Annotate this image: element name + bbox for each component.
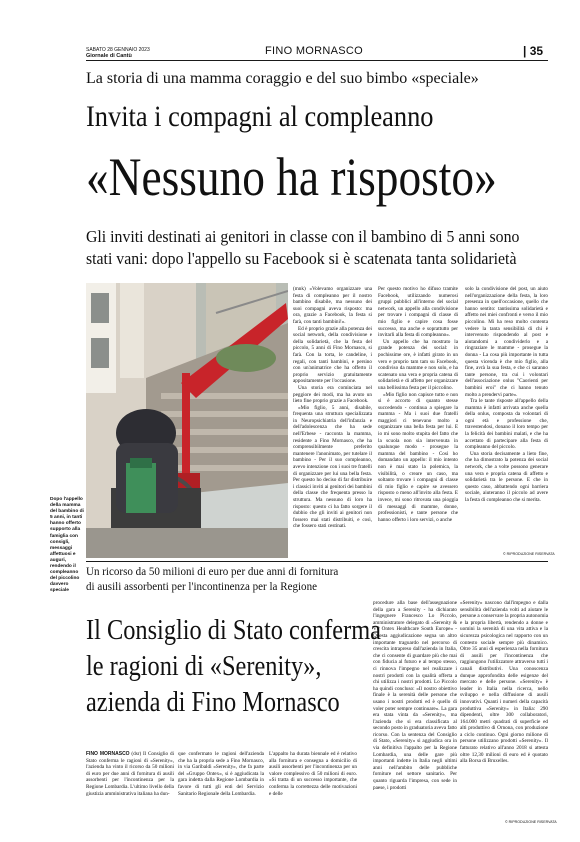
newspaper-name: Giornale di Cantù — [86, 53, 132, 59]
paragraph: (mnk) «Volevamo organizzare una festa di compleanno per il nostro bambino disabile, ma nessuno dei suoi compagni aveva risposto: ma ora, grazie a Facebook, la festa si farà, con tanti bambini!». — [293, 286, 372, 325]
paragraph: «Mio figlio non capisce tutto e non si è accorto di quanto stesse succedendo - continua a spiegare la mamma - Ma i suoi due fratelli maggiori ci tenevano molto a organizzare una bella festa per lui. E io mi sono molto stupita del fatto che la scuola non sia intervenuta in qualunque modo - prosegue la mamma del bambino - Così ho domandato un appello: il mio intento non è mai stato la polemica, la visibilità, o creare un caso, ma soltanto trovare i compagni di classe di mio figlio e capire se avessero risposto o meno all'invito alla festa. E invece, mi sono ritrovata una pioggia di messaggi di mamme, donne, professionisti, e tante persone che hanno offerto i loro servizi, o anche — [378, 391, 458, 523]
photo-illustration — [86, 283, 288, 558]
article2-column-4 — [373, 600, 457, 810]
title-line3: azienda di Fino Mornasco — [86, 686, 340, 718]
paragraph: procedure alla base dell'assegnazione della gara a Serenity - ha dichiarato l'ingegnere Francesco Lo Piccolo, amministratore delegato di «Serenity & VP Ontex Healthcare South Europe» - Questa aggiudicazione segna un altro importante traguardo nel percorso di crescita intrapreso dall'azienda in Italia, che ci consente di guardare più che mai con fiducia al futuro e al tempo stesso, ci rinnova l'impegno nel realizzare i nostri prodotti con la qualità offerta a chi utilizza i nostri prodotti. Lo Piccolo ha quindi concluso: «Il nostro obiettivo finale è la serenità delle persone che usano i nostri prodotti ed è quello di voler poter sempre continuare». La gara era stata vinta da «Serenity», ma l'azienda che si era classificata al secondo posto in graduatoria aveva fatto ricorso. Con la sentenza del Consiglio di Stato, «Serenity» si aggiudica ora in via definitiva l'appalto per la Regione Lombardia, una delle gare più importanti indette in Italia negli ultimi anni nell'ambito delle pubbliche forniture nel settore sanitario. Per quanto riguarda l'impresa, con sede in paese, i prodotti — [373, 600, 457, 791]
article1-column-2 — [378, 286, 458, 558]
paragraph: «Mio figlio, 5 anni, disabile, frequenta una struttura specializzata in Neuropsichiatria dell'infanzia e dell'adolescenza che ha sede nell'Erbese - racconta la mamma, residente a Fino Mornasco, che ha comprensibilmente preferito mantenere l'anonimato, per tutelare il bambino - Per il suo compleanno, avevo intenzione con i suoi tre fratelli di organizzare per lui una bella festa. Per questo ho deciso di far distribuire i classici inviti ai genitori dei bambini della classe che frequenta presso la struttura. Ma nessuno di loro ha risposto: questo ci ha fatto sorgere il dubbio che gli inviti ai genitori non fossero mai stati distribuiti, e così, che fossero stati cestinati. — [293, 404, 372, 530]
paragraph: (dsr) Il Consiglio di Stato conferma le ragioni di «Serenity», l'azienda ha vinto il ricorso da 50 milioni di euro per due anni di fornitura di ausili assorbenti per l'incontinenza per la Regione Lombardia. L'ultimo livello della giustizia amministrativa italiana ha dun- — [86, 751, 174, 797]
article1-title-line1: Invita i compagni al compleanno — [86, 100, 434, 133]
paragraph: Una storia decisamente a lieto fine, che ha dimostrato la potenza dei social network, che a volte possono generare una vera e propria catena di affetto e solidarietà tra le persone. E che in questo caso, abbattendo ogni barriera sociale, aiuteranno il piccolo ad avere la festa di compleanno che si merita. — [465, 450, 548, 503]
article1-title-line2: «Nessuno ha risposto» — [86, 147, 497, 207]
article1-credit: © RIPRODUZIONE RISERVATA — [503, 552, 555, 556]
kicker-line2: di ausili assorbenti per l'incontinenza per la Regione — [86, 579, 318, 593]
paragraph: que confermato le ragioni dell'azienda che ha la propria sede a Fino Mornasco, in via Garibaldi «Serenity», che fa parte del «Gruppo Ontex», si è aggiudicata la gara indetta dalla Regione Lombardia in favore di tutti gli enti del Servizio Sanitario Regionale della Lombardia. — [178, 751, 264, 797]
article1-column-1 — [293, 286, 372, 558]
kicker-line1: Un ricorso da 50 milioni di euro per due anni di fornitura — [86, 564, 339, 578]
issue-date: SABATO 28 GENNAIO 2023 Giornale di Cantù — [86, 47, 150, 59]
photo-caption: Dopo l'appello della mamma del bambino di 5 anni, in tanti hanno offerto supporto alla famiglia con consigli, messaggi affettuosi e auguri, rendendo il compleanno del piccolino davvero speciale — [50, 497, 84, 594]
paragraph: L'appalto ha durata biennale ed è relativo alla fornitura e consegna a domicilio di ausili assorbenti per l'incontinenza per un valore complessivo di 50 milioni di euro. «Si tratta di un successo importante, che conferma la correttezza delle motivazioni e delle — [269, 751, 357, 797]
title-line2: le ragioni di «Serenity», — [86, 650, 322, 682]
article2-credit: © RIPRODUZIONE RISERVATA — [505, 820, 557, 824]
article1-kicker: La storia di una mamma coraggio e del suo bimbo «speciale» — [86, 70, 479, 87]
article-separator-rule — [86, 561, 548, 562]
article2-location-tag: FINO MORNASCO — [86, 751, 130, 757]
article2-column-3 — [269, 751, 357, 821]
subtitle-line1: Gli inviti destinati ai genitori in classe con il bambino di 5 anni sono — [86, 227, 520, 246]
article2-title — [86, 612, 381, 720]
article2-column-2 — [178, 751, 264, 821]
paragraph: Tra le tante risposte all'appello della mamma è infatti arrivata anche quella della onlus, composta da volontari di ogni età e professione che, travestendosi, donano il loro tempo per la felicità dei bambini malati, e che ha accettato di partecipare alla festa di compleanno del piccolo. — [465, 398, 548, 451]
paragraph: «Serenity» nascono dall'impegno e dalla sensibilità dell'azienda volti ad aiutare le persone a conservare la propria autonomia e la propria libertà, rendendo a donne e uomini la serenità di una vita attiva e la sicurezza psicologica nel rapporto con un contesto sociale sempre più dinamico. Oltre 35 anni di esperienza nella fornitura di ausili per l'incontinenza che raggiungono l'utilizzatore attraverso tutti i canali distributivi. Una conoscenza dunque approfondita delle esigenze del mercato e delle persone. «Serenity» è leader in Italia nella ricerca, nello sviluppo e nella diffusione di ausili innovativi. Quanti i numeri della capacità produttiva «Serenity» in Italia: 290 dipendenti, oltre 300 collaboratori, 164.000 metri quadrati di superficie ed alti produttivo di Ornona, con produzione a ciclo continuo. Ogni giorno milione di persone utilizzano prodotti «Serenity». Il fatturato relativo all'anno 2018 si attesta oltre 12,30 milioni di euro ed è quotato alla Borsa di Bruxelles. — [460, 600, 548, 765]
paragraph: Un appello che ha mostrato la grande potenza dei social: in pochissime ore, è infatti girato in un vero e proprio tam tam su Facebook, condiviso da mamme e non solo, e ha scatenato una vera e propria catena di solidarietà e di affetto per organizzare una bellissima festa per il piccolino. — [378, 338, 458, 391]
paragraph: solo la condivisione del post, un aiuto nell'organizzazione della festa, la loro presenza in quell'occasione, quello che hanno sentito: tantissima solidarietà e affetto nei miei confronti e verso il mio piccolino. Mi ha reso molto contenta vedere la tanta sensibilità di chi è intervenuto rispondendo al post e aiutandomi a condividerlo e a ringraziare le mamme - prosegue la donna - La cosa più importante in tutta questa vicenda è che mio figlio, alla fine, avrà la sua festa, e che ci saranno tante persone, tra cui i volontari dell'associazione onlus "Caorienti per bambini eroi" che ci hanno tenuto molto a prendervi parte». — [465, 286, 548, 398]
article2-column-1 — [86, 751, 174, 821]
paragraph: Una storia era cominciata nel peggiore dei modi, ma ha avuto un lieto fine proprio grazie a Facebook. — [293, 384, 372, 405]
paragraph: Per questo motivo ho difuso tramite Facebook, utilizzando numerosi gruppi pubblici all'interno del social network, un appello alla condivisione per trovare i compagni di classe di mio figlio e capire cosa fosse successo, ma anche e soprattutto per invitarli alla festa di compleanno». — [378, 286, 458, 339]
page-number: | 35 — [523, 44, 544, 58]
title-line1: Il Consiglio di Stato conferma — [86, 614, 381, 646]
article2-kicker — [86, 564, 548, 594]
paragraph: Ed è proprio grazie alla potenza dei social network, della condivisione e della solidarietà, che la festa del piccolo, 5 anni di Fino Mornasco, si farà. Con la torta, le candeline, i regali, con tanti bambini, e persino con un'animatrice che ha offerto il proprio servizio gratuitamente appositamente per l'occasione. — [293, 325, 372, 385]
article2-column-5 — [460, 600, 548, 810]
section-name: FINO MORNASCO — [265, 45, 364, 57]
subtitle-line2: stati vani: dopo l'appello su Facebook si è scatenata tanta solidarietà — [86, 249, 517, 268]
header-rule — [86, 60, 548, 61]
article1-subtitle — [86, 226, 548, 270]
article1-column-3 — [465, 286, 548, 558]
article-photo — [86, 283, 288, 558]
